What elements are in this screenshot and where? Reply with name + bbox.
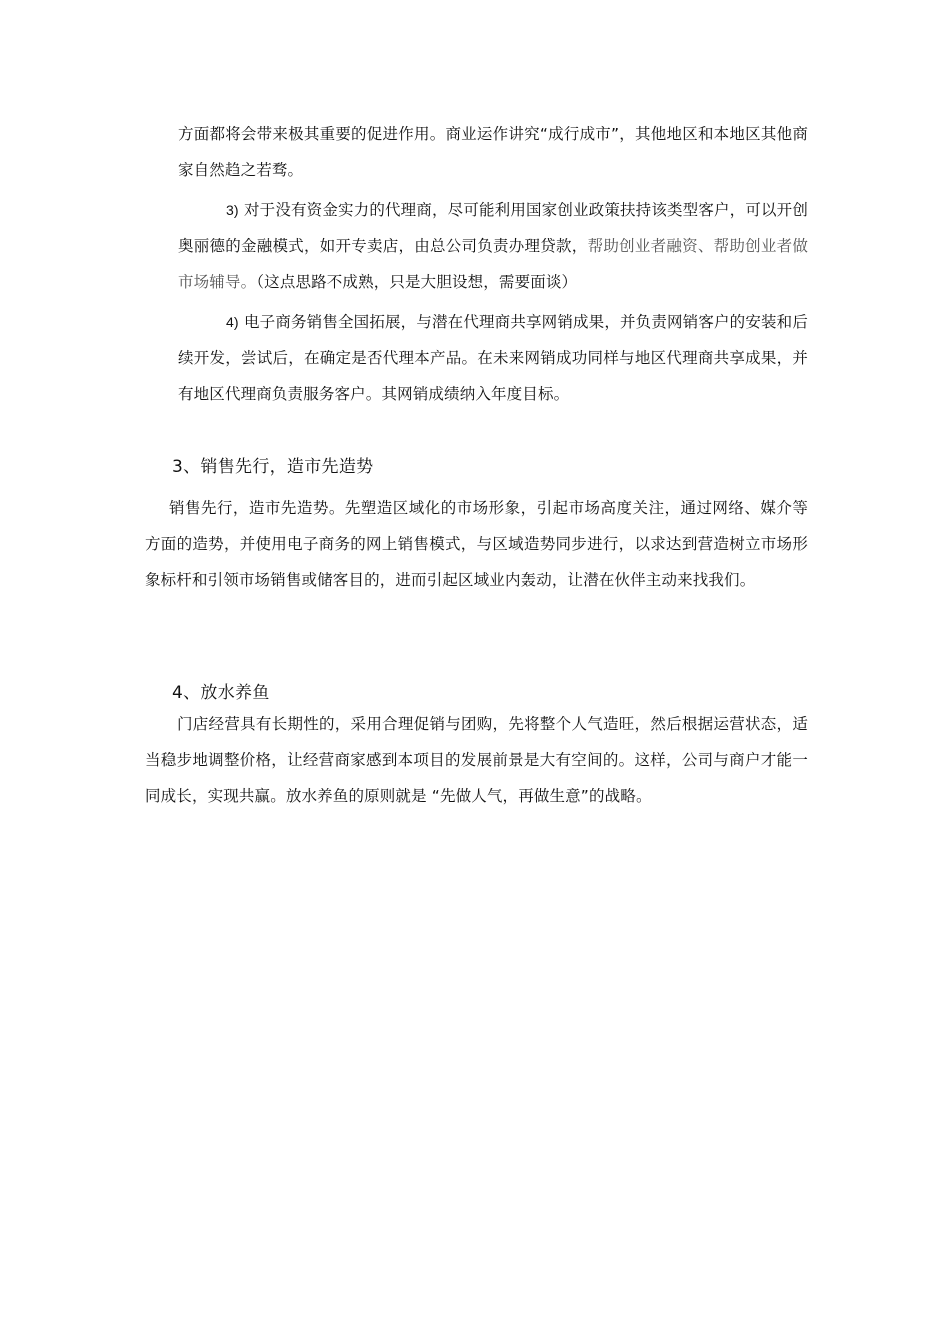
section-4-body (145, 706, 808, 814)
section-4-heading (172, 678, 772, 708)
section-3-heading-text: 3、销售先行，造市先造势 (172, 457, 374, 477)
list-item-3-number: 3) (226, 202, 239, 218)
section-3-body (145, 490, 808, 598)
section-3-heading (172, 452, 772, 482)
continuation-text: 方面都将会带来极其重要的促进作用。商业运作讲究“成行成市”，其他地区和本地区其他商家自然趋之若骛。 (178, 125, 808, 179)
section-4-body-text: 门店经营具有长期性的，采用合理促销与团购，先将整个人气造旺，然后根据运营状态，适当稳步地调整价格，让经营商家感到本项目的发展前景是大有空间的。这样，公司与商户才能一同成长，实现共赢。放水养鱼的原则就是 “先做人气，再做生意”的战略。 (145, 715, 808, 805)
list-item-4-text: 电子商务销售全国拓展，与潜在代理商共享网销成果，并负责网销客户的安装和后续开发，尝试后，在确定是否代理本产品。在未来网销成功同样与地区代理商共享成果，并有地区代理商负责服务客户。其网销成绩纳入年度目标。 (178, 313, 808, 403)
continuation-paragraph (178, 116, 808, 188)
list-item-4 (178, 304, 808, 412)
list-item-4-number: 4) (226, 314, 239, 330)
list-item-3 (178, 192, 808, 300)
list-item-3-note: （这点思路不成熟，只是大胆设想，需要面谈） (256, 273, 578, 291)
section-4-heading-text: 4、放水养鱼 (172, 683, 270, 703)
section-3-body-text: 销售先行，造市先造势。先塑造区域化的市场形象，引起市场高度关注，通过网络、媒介等方面的造势，并使用电子商务的网上销售模式，与区域造势同步进行，以求达到营造树立市场形象标杆和引领市场销售或储客目的，进而引起区域业内轰动，让潜在伙伴主动来找我们。 (145, 499, 808, 589)
list-item-3-muted-text: 帮助创业者融资、帮助创业者做市场辅导。 (178, 237, 808, 291)
list-item-3-text: 对于没有资金实力的代理商，尽可能利用国家创业政策扶持该类型客户，可以开创奥丽德的金融模式，如开专卖店，由总公司负责办理贷款， (178, 201, 808, 255)
